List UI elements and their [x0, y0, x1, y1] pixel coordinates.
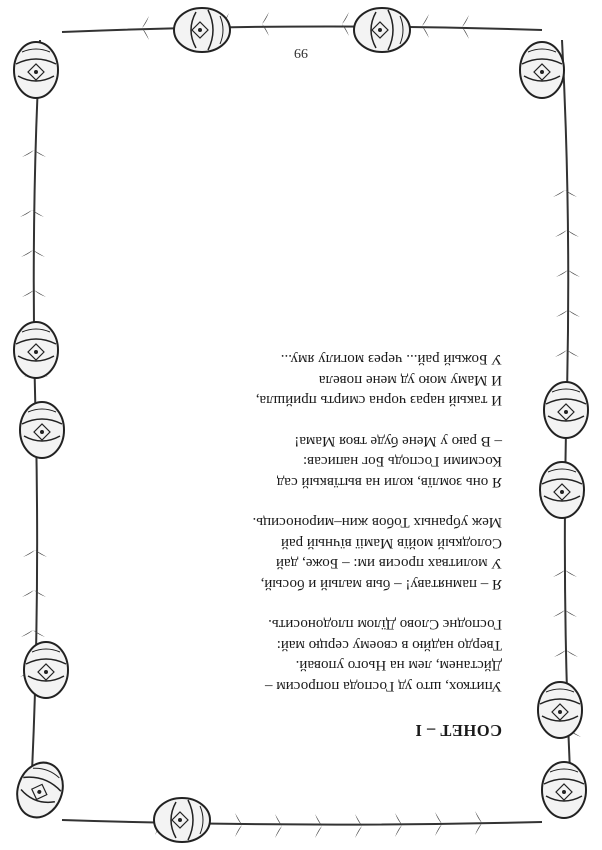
stanza-3 [102, 431, 502, 493]
poem-body [102, 329, 502, 740]
poem-line: Космими Господь Бог написав: [302, 453, 502, 470]
stanza-2 [102, 512, 502, 594]
poem-title: СОНЕТ – І [414, 721, 502, 740]
poem-line: И такый нараз чорна смирть прийшла, [255, 392, 502, 409]
poem-line: Солодкый мойїв Мамії вїчный рай [280, 535, 502, 551]
poem-line: Твердо надйю в своему серцю май: [276, 637, 502, 653]
poem-line: Меж убраных Тобов жин–мироносиць. [252, 514, 502, 531]
poem-line: – В раю у Мене буде твоя Мама! [294, 433, 502, 449]
stanza-4 [102, 349, 502, 411]
stanza-1 [102, 614, 502, 696]
poem-line: Я – памнятаву! – быв малый и босый, [260, 576, 502, 592]
poem-line: И Маму мою уд мене повела [318, 372, 502, 388]
poem-line: У Божый рай... через могилу яму... [280, 351, 502, 368]
poem-line: Я онь зомлїв, коли на вытївкый сад [276, 474, 502, 490]
poem-line: Господнє Слово Дїлом плодоносить. [268, 616, 502, 633]
page-number: 99 [294, 45, 308, 60]
poem-line: Дйстанем, лем на Нього уповай. [295, 657, 502, 674]
poem-line: У молитвах просив им: – Боже, дай [275, 555, 502, 572]
poem-line: Упиткох, што уд Господа попросим – [264, 678, 502, 694]
